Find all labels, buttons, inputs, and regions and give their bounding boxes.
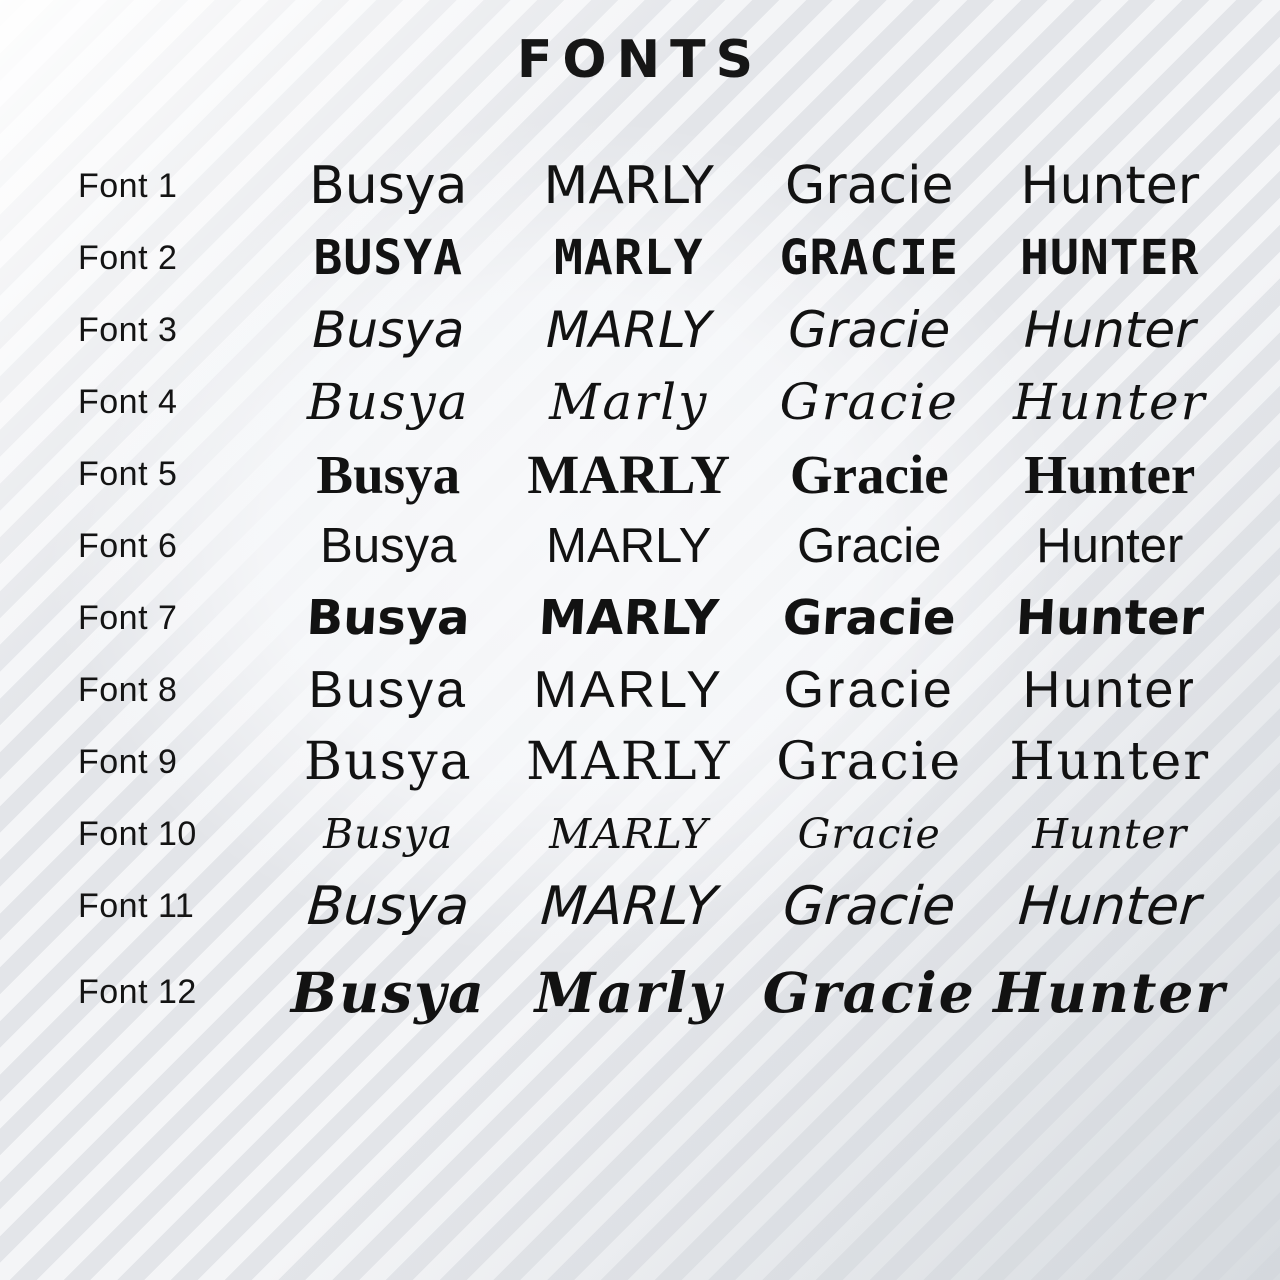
font-row-8: [0, 654, 1280, 726]
font-row-label: Font 7: [78, 598, 178, 637]
font-row-5: [0, 438, 1280, 510]
sample-word: Busya: [320, 518, 457, 573]
font-sample: [268, 661, 1230, 719]
sample-word: GRACIE: [779, 230, 959, 286]
font-row-11: [0, 870, 1280, 942]
sample-word: Gracie: [781, 590, 958, 646]
sample-word: Hunter: [1020, 156, 1200, 216]
font-row-2: [0, 222, 1280, 294]
sample-word: Hunter: [1036, 518, 1184, 573]
font-row-label: Font 4: [78, 382, 178, 421]
sample-word: Busya: [305, 590, 472, 646]
sample-word: HUNTER: [1020, 230, 1200, 286]
sample-word: MARLY: [554, 230, 704, 286]
font-row-12: [0, 956, 1280, 1028]
sample-word: Gracie: [789, 443, 949, 505]
font-row-10: [0, 798, 1280, 870]
font-row-label: Font 8: [78, 670, 178, 709]
sample-word: MARLY: [549, 809, 709, 858]
sample-word: Gracie: [776, 732, 963, 792]
sample-word: Busya: [306, 373, 470, 431]
sample-word: Marly: [549, 373, 709, 431]
font-row-label: Font 5: [78, 454, 178, 493]
font-sample: [268, 301, 1230, 359]
font-row-4: [0, 366, 1280, 438]
font-sample: [268, 373, 1230, 431]
page-title: FONTS: [516, 30, 764, 90]
sample-word: Gracie: [797, 809, 941, 858]
sample-word: Hunter: [1032, 809, 1188, 858]
sample-word: MARLY: [526, 732, 732, 792]
sample-word: Hunter: [993, 959, 1227, 1025]
sample-word: Gracie: [788, 301, 951, 359]
font-sample: [268, 809, 1230, 858]
sample-word: Gracie: [781, 875, 958, 937]
font-rows: [0, 150, 1280, 1028]
font-sample: [268, 156, 1230, 216]
font-row-label: Font 10: [78, 814, 197, 853]
font-sample: [268, 959, 1230, 1025]
sample-word: Busya: [316, 443, 461, 505]
sample-word: Gracie: [762, 959, 976, 1025]
font-sample: [268, 732, 1230, 792]
font-sample: [266, 875, 1232, 937]
sample-word: Busya: [308, 661, 469, 719]
sample-word: Busya: [309, 156, 468, 216]
font-row-label: Font 3: [78, 310, 178, 349]
sample-word: MARLY: [543, 156, 714, 216]
sample-word: Hunter: [1012, 373, 1207, 431]
sample-word: Gracie: [783, 661, 955, 719]
sample-word: Hunter: [1009, 732, 1211, 792]
font-row-label: Font 12: [78, 972, 197, 1011]
sample-word: BUSYA: [313, 230, 463, 286]
sample-word: MARLY: [533, 661, 724, 719]
sample-word: Busya: [303, 732, 473, 792]
font-row-3: [0, 294, 1280, 366]
sample-word: Busya: [290, 959, 486, 1025]
sample-word: Hunter: [1016, 875, 1203, 937]
sample-word: Hunter: [1014, 590, 1206, 646]
sample-word: MARLY: [527, 443, 731, 505]
font-sample: [268, 443, 1230, 505]
sample-word: Gracie: [784, 156, 954, 216]
font-row-7: [0, 582, 1280, 654]
font-row-6: [0, 510, 1280, 582]
font-row-label: Font 2: [78, 238, 178, 277]
sample-word: MARLY: [545, 301, 712, 359]
font-sample: [268, 518, 1230, 573]
sample-word: MARLY: [537, 590, 721, 646]
sample-word: MARLY: [546, 518, 712, 573]
sample-word: Busya: [305, 875, 472, 937]
font-row-label: Font 1: [78, 166, 178, 205]
sample-word: Hunter: [1022, 661, 1197, 719]
sample-word: Hunter: [1023, 301, 1196, 359]
sample-word: Marly: [534, 959, 723, 1025]
font-row-label: Font 11: [78, 886, 195, 925]
font-sample: [268, 230, 1230, 286]
font-row-1: [0, 150, 1280, 222]
sample-word: MARLY: [538, 875, 719, 937]
sample-word: Hunter: [1024, 443, 1196, 505]
sample-word: Busya: [323, 809, 454, 858]
sample-word: Busya: [312, 301, 465, 359]
font-row-9: [0, 726, 1280, 798]
font-row-label: Font 6: [78, 526, 178, 565]
sample-word: Gracie: [797, 518, 942, 573]
font-sample: [267, 590, 1232, 646]
font-row-label: Font 9: [78, 742, 178, 781]
sample-word: Gracie: [779, 373, 959, 431]
